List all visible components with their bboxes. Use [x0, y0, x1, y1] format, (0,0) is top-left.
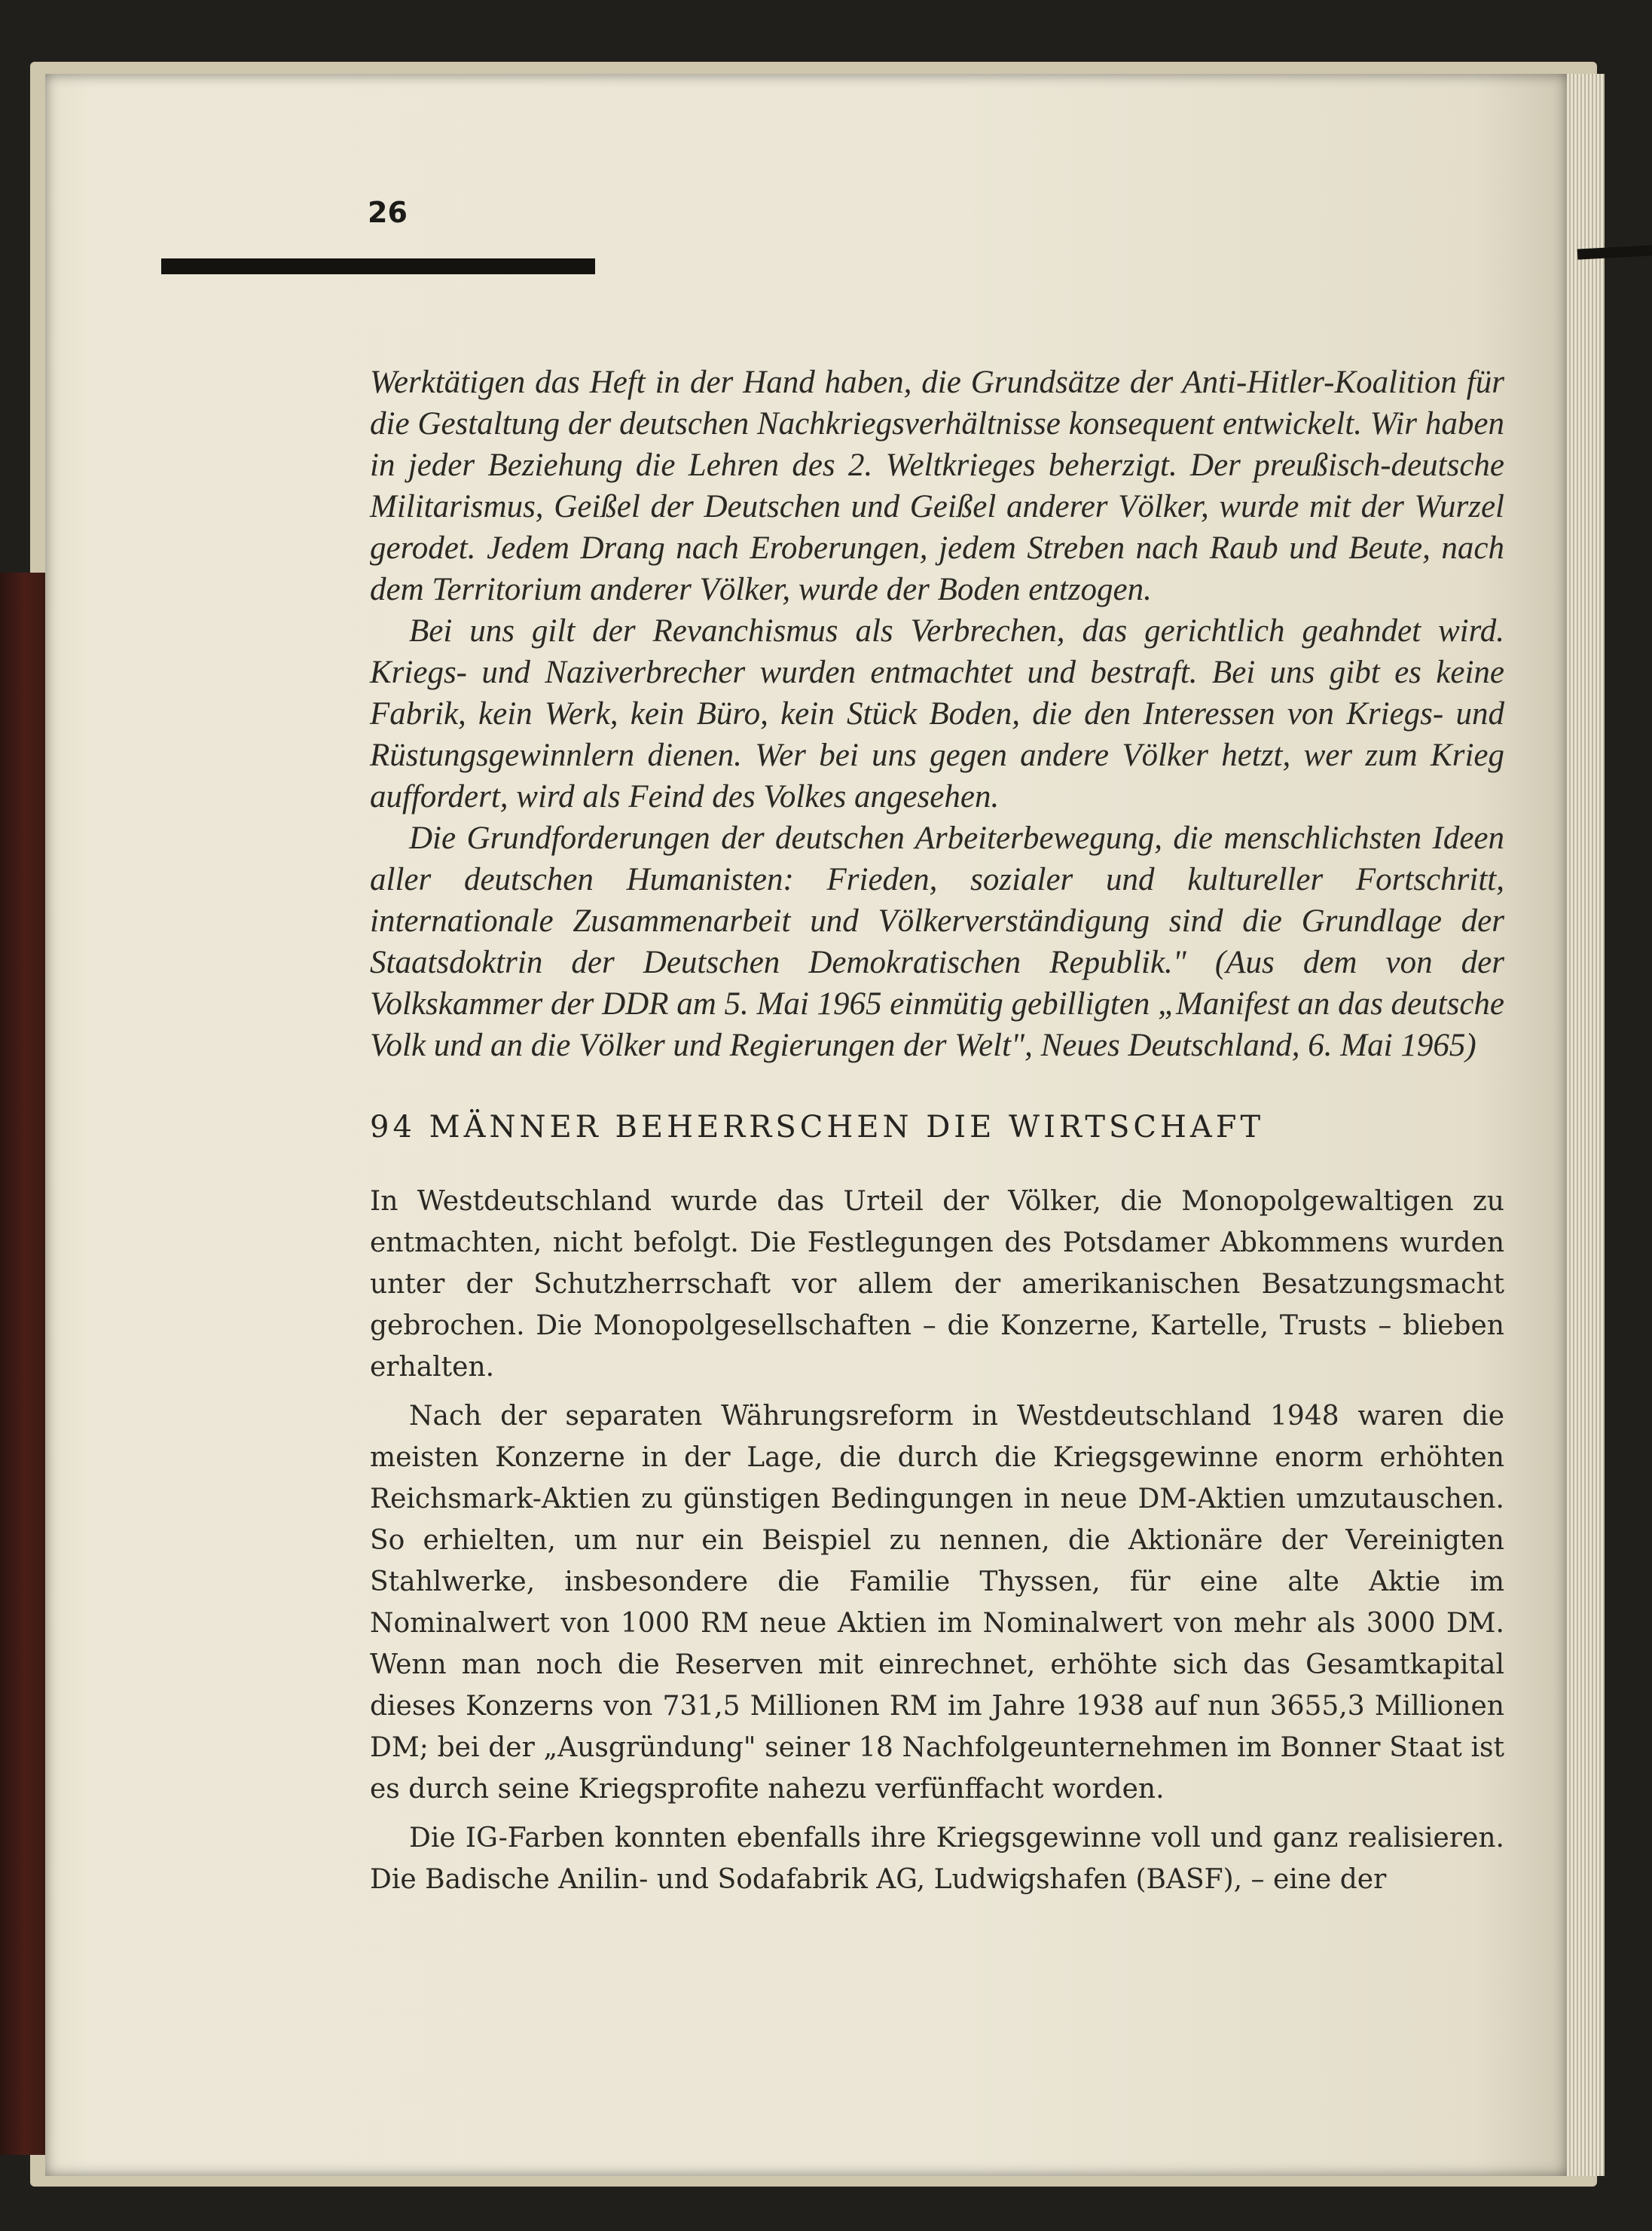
header-rule	[161, 258, 595, 274]
body-paragraph: Die IG-Farben konnten ebenfalls ihre Kriegsgewinne voll und ganz realisieren. Die Badische Anilin- und Sodafabrik AG, Ludwigshafen (BASF), – eine der	[370, 1823, 1504, 1895]
quote-paragraph: Die Grundforderungen der deutschen Arbeiterbewegung, die menschlichsten Ideen aller deutschen Humanisten: Frieden, sozialer und kultureller Fortschritt, internationale Zusammenarbeit und Völkerverständigung sind die Grundlage der Staatsdoktrin der Deutschen Demokratischen Republik." (Aus dem von der Volkskammer der DDR am 5. Mai 1965 einmütig gebilligten „Manifest an das deutsche Volk und an die Völker und Regierungen der Welt", Neues Deutschland, 6. Mai 1965)	[370, 821, 1504, 1063]
text-column	[370, 362, 1504, 1900]
manifest-quote	[370, 362, 1504, 1066]
body-paragraph: Nach der separaten Währungsreform in Westdeutschland 1948 waren die meisten Konzerne in der Lage, die durch die Kriegsgewinne enorm erhöhten Reichsmark-Aktien zu günstigen Bedingungen in neue DM-Aktien umzutauschen. So erhielten, um nur ein Beispiel zu nennen, die Aktionäre der Vereinigten Stahlwerke, insbesondere die Familie Thyssen, für eine alte Aktie im Nominalwert von 1000 RM neue Aktien im Nominalwert von mehr als 3000 DM. Wenn man noch die Reserven mit einrechnet, erhöhte sich das Gesamtkapital dieses Konzerns von 731,5 Millionen RM im Jahre 1938 auf nun 3655,3 Millionen DM; bei der „Ausgründung" seiner 18 Nachfolgeunternehmen im Bonner Staat ist es durch seine Kriegsprofite nahezu verfünffacht worden.	[370, 1401, 1504, 1805]
body-text	[370, 1181, 1504, 1900]
body-paragraph: In Westdeutschland wurde das Urteil der Völker, die Monopolgewaltigen zu entmachten, nicht befolgt. Die Festlegungen des Potsdamer Abkommens wurden unter der Schutzherrschaft vor allem der amerikanischen Besatzungsmacht gebrochen. Die Monopolgesellschaften – die Konzerne, Kartelle, Trusts – blieben erhalten.	[370, 1186, 1504, 1383]
quote-paragraph: Werktätigen das Heft in der Hand haben, die Grundsätze der Anti-Hitler-Koalition für die Gestaltung der deutschen Nachkriegsverhältnisse konsequent entwickelt. Wir haben in jeder Beziehung die Lehren des 2. Weltkrieges beherzigt. Der preußisch-deutsche Militarismus, Geißel der Deutschen und Geißel anderer Völker, wurde mit der Wurzel gerodet. Jedem Drang nach Eroberungen, jedem Streben nach Raub und Beute, nach dem Territorium anderer Völker, wurde der Boden entzogen.	[370, 365, 1504, 607]
section-heading: 94 MÄNNER BEHERRSCHEN DIE WIRTSCHAFT	[370, 1110, 1265, 1145]
quote-paragraph: Bei uns gilt der Revanchismus als Verbrechen, das gerichtlich geahndet wird. Kriegs- und Naziverbrecher wurden entmachtet und bestraft. Bei uns gibt es keine Fabrik, kein Werk, kein Büro, kein Stück Boden, die den Interessen von Kriegs- und Rüstungsgewinnlern dienen. Wer bei uns gegen andere Völker hetzt, wer zum Krieg auffordert, wird als Feind des Volkes angesehen.	[370, 613, 1504, 814]
page-stack-edge	[1567, 74, 1605, 2176]
page-number: 26	[368, 196, 408, 229]
book-spine	[0, 573, 45, 2155]
